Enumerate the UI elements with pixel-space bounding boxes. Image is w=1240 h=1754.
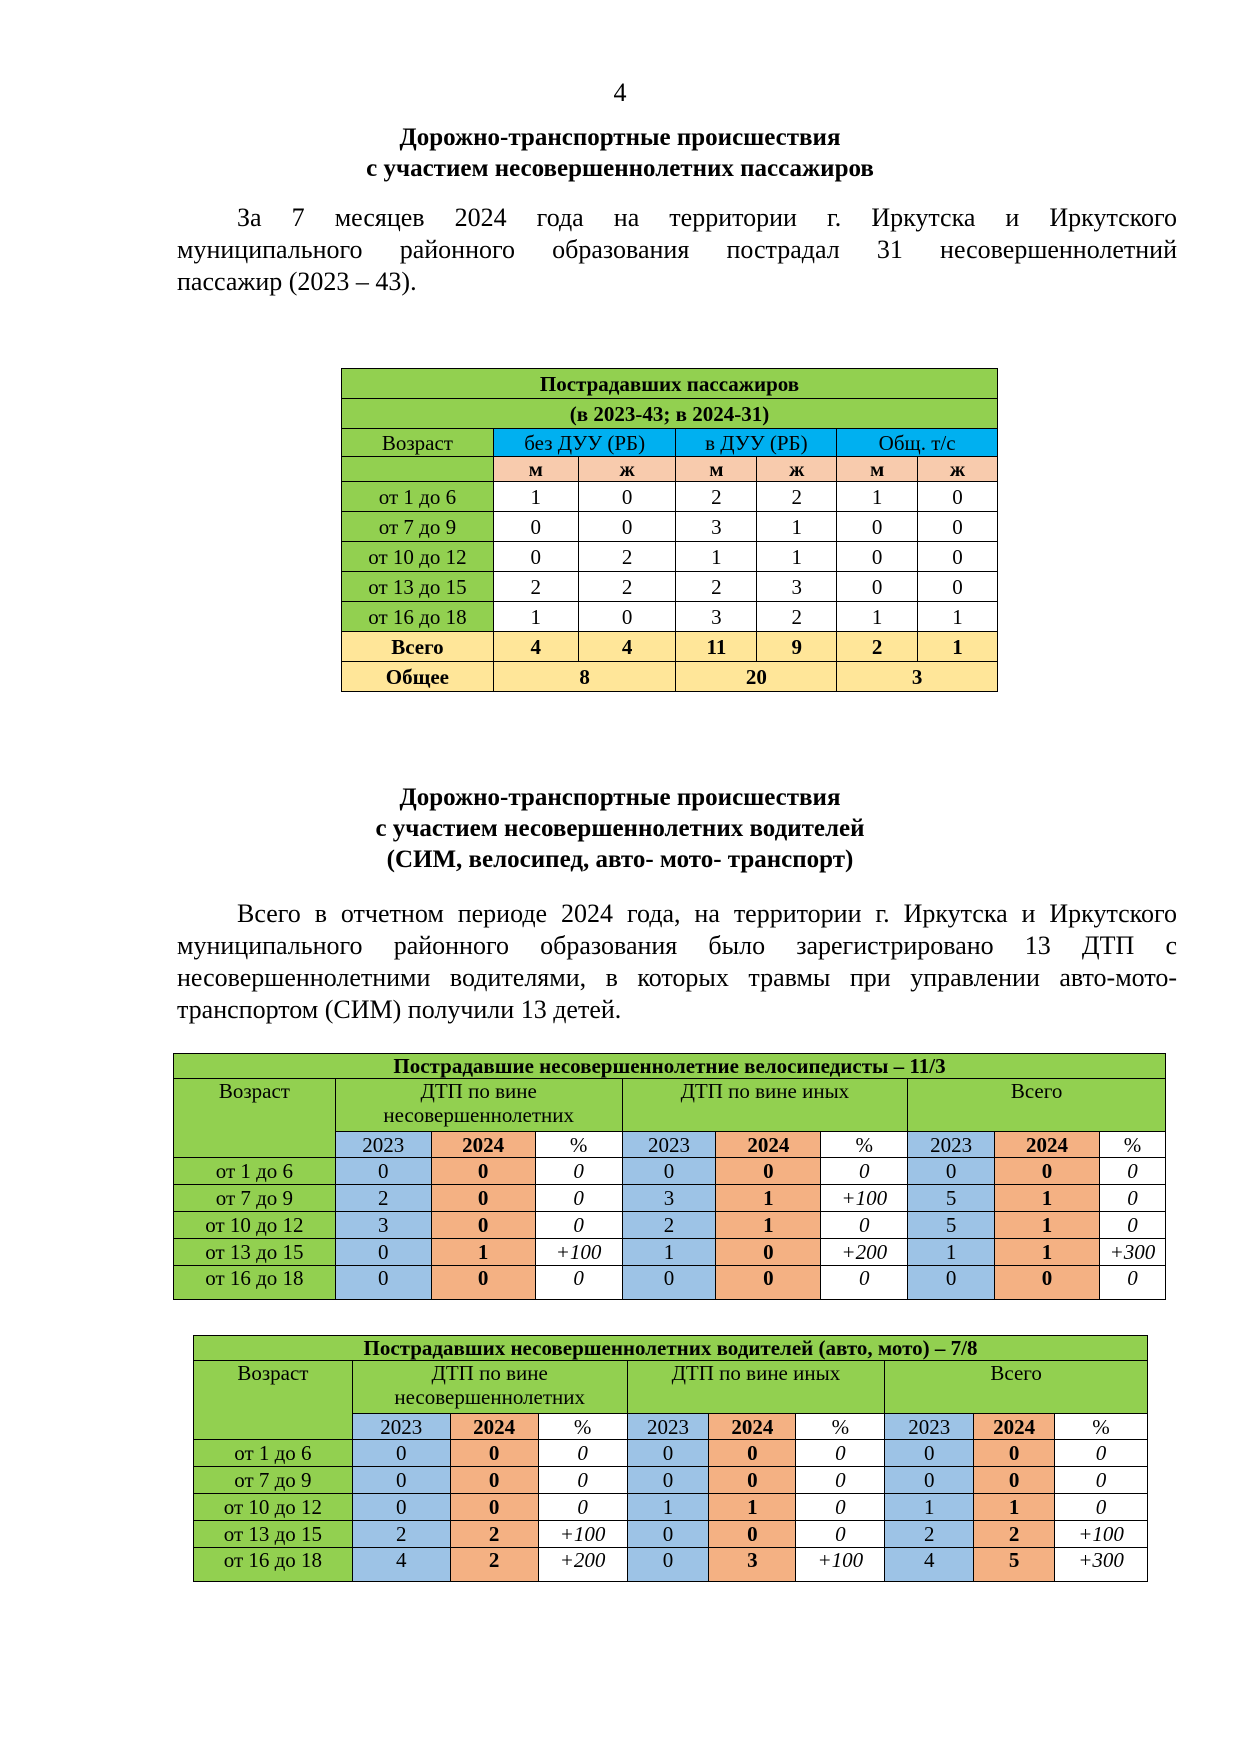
value-2023: 0 — [335, 1158, 431, 1185]
value-2023: 0 — [622, 1266, 716, 1300]
total-cell: 11 — [676, 632, 757, 662]
table-row — [342, 602, 998, 632]
value-cell: 1 — [837, 482, 918, 512]
age-cell: от 7 до 9 — [342, 512, 494, 542]
value-2023: 1 — [908, 1239, 995, 1266]
drivers-table — [193, 1335, 1148, 1582]
value-2024: 0 — [716, 1266, 821, 1300]
age-cell: от 16 до 18 — [194, 1548, 353, 1582]
value-2024: 1 — [995, 1239, 1100, 1266]
value-2023: 5 — [908, 1185, 995, 1212]
value-2023: 2 — [335, 1185, 431, 1212]
value-percent: 0 — [538, 1494, 627, 1521]
overall-label: Общее — [342, 662, 494, 692]
paragraph-line: За 7 месяцев 2024 года на территории г. Иркутска и Иркутского — [237, 203, 1177, 232]
value-2024: 0 — [709, 1467, 796, 1494]
age-cell: от 10 до 12 — [342, 542, 494, 572]
value-2024: 1 — [995, 1212, 1100, 1239]
value-2023: 0 — [908, 1266, 995, 1300]
value-2023: 0 — [352, 1440, 450, 1467]
age-header: Возраст — [194, 1361, 353, 1440]
percent-header: % — [538, 1414, 627, 1440]
value-2023: 0 — [627, 1521, 709, 1548]
total-cell: 2 — [837, 632, 918, 662]
value-cell: 1 — [918, 602, 998, 632]
value-cell: 1 — [837, 602, 918, 632]
value-2024: 0 — [995, 1266, 1100, 1300]
age-header-spacer — [342, 457, 494, 482]
total-cell: 4 — [578, 632, 676, 662]
value-percent: 0 — [821, 1158, 908, 1185]
section2-title-line2: с участием несовершеннолетних водителей — [375, 815, 865, 842]
year-header: 2023 — [352, 1414, 450, 1440]
value-2024: 0 — [716, 1158, 821, 1185]
value-2024: 1 — [716, 1212, 821, 1239]
value-2024: 2 — [450, 1548, 538, 1582]
age-header: Возраст — [174, 1079, 336, 1158]
year-header: 2024 — [974, 1414, 1055, 1440]
value-cell: 0 — [918, 542, 998, 572]
value-2023: 4 — [352, 1548, 450, 1582]
year-header: 2024 — [995, 1132, 1100, 1158]
value-2023: 0 — [627, 1548, 709, 1582]
table-row — [174, 1158, 1166, 1185]
value-2023: 3 — [335, 1212, 431, 1239]
value-percent: 0 — [1099, 1212, 1165, 1239]
sex-header: ж — [757, 457, 837, 482]
value-2024: 1 — [974, 1494, 1055, 1521]
section2-title — [0, 782, 1240, 875]
value-cell: 0 — [578, 602, 676, 632]
total-cell: 9 — [757, 632, 837, 662]
value-2024: 3 — [709, 1548, 796, 1582]
cyclists-table — [173, 1053, 1166, 1300]
year-header: 2023 — [622, 1132, 716, 1158]
age-cell: от 1 до 6 — [342, 482, 494, 512]
year-header: 2024 — [450, 1414, 538, 1440]
value-cell: 0 — [837, 572, 918, 602]
value-2024: 0 — [431, 1158, 535, 1185]
value-percent: +200 — [538, 1548, 627, 1582]
value-2024: 0 — [450, 1494, 538, 1521]
value-cell: 0 — [837, 512, 918, 542]
value-percent: 0 — [821, 1266, 908, 1300]
table-row — [194, 1440, 1148, 1467]
value-cell: 2 — [676, 482, 757, 512]
age-cell: от 16 до 18 — [342, 602, 494, 632]
table-row — [174, 1185, 1166, 1212]
value-2024: 0 — [450, 1467, 538, 1494]
value-2024: 0 — [716, 1239, 821, 1266]
value-cell: 1 — [757, 512, 837, 542]
value-cell: 2 — [578, 572, 676, 602]
age-cell: от 1 до 6 — [174, 1158, 336, 1185]
value-2023: 1 — [885, 1494, 974, 1521]
value-2023: 0 — [352, 1467, 450, 1494]
total-label: Всего — [342, 632, 494, 662]
value-percent: 0 — [535, 1212, 622, 1239]
year-header: 2023 — [335, 1132, 431, 1158]
value-percent: +300 — [1055, 1548, 1148, 1582]
value-2023: 0 — [885, 1440, 974, 1467]
table-title: Пострадавших пассажиров — [342, 369, 998, 399]
value-2024: 0 — [709, 1521, 796, 1548]
page-number: 4 — [613, 78, 627, 107]
year-header: 2024 — [431, 1132, 535, 1158]
value-2023: 0 — [352, 1494, 450, 1521]
value-percent: +100 — [821, 1185, 908, 1212]
value-2024: 0 — [450, 1440, 538, 1467]
group-header: ДТП по вине иных — [627, 1361, 885, 1414]
sex-header: ж — [578, 457, 676, 482]
value-cell: 3 — [676, 512, 757, 542]
section1-title-line1: Дорожно-транспортные происшествия — [399, 124, 841, 151]
table-title: Пострадавшие несовершеннолетние велосипедисты – 11/3 — [174, 1054, 1166, 1079]
value-2023: 0 — [335, 1239, 431, 1266]
value-2024: 0 — [974, 1440, 1055, 1467]
overall-cell: 20 — [676, 662, 837, 692]
value-2024: 2 — [450, 1521, 538, 1548]
table-row — [342, 512, 998, 542]
section2-title-line3: (СИМ, велосипед, авто- мото- транспорт) — [386, 846, 854, 873]
table-row — [194, 1467, 1148, 1494]
age-cell: от 7 до 9 — [194, 1467, 353, 1494]
value-2023: 0 — [335, 1266, 431, 1300]
age-header: Возраст — [342, 429, 494, 457]
value-cell: 0 — [918, 512, 998, 542]
section2-title-line1: Дорожно-транспортные происшествия — [399, 784, 841, 811]
total-row — [342, 632, 998, 662]
value-percent: 0 — [796, 1440, 885, 1467]
table-row — [194, 1521, 1148, 1548]
value-2024: 0 — [995, 1158, 1100, 1185]
value-percent: 0 — [538, 1440, 627, 1467]
value-2023: 4 — [885, 1548, 974, 1582]
value-cell: 0 — [493, 512, 578, 542]
overall-cell: 3 — [837, 662, 998, 692]
value-cell: 0 — [918, 482, 998, 512]
value-2023: 2 — [352, 1521, 450, 1548]
group-header: в ДУУ (РБ) — [676, 429, 837, 457]
percent-header: % — [535, 1132, 622, 1158]
year-header: 2023 — [885, 1414, 974, 1440]
group-header: ДТП по вине несовершеннолетних — [352, 1361, 627, 1414]
age-cell: от 7 до 9 — [174, 1185, 336, 1212]
overall-cell: 8 — [493, 662, 676, 692]
table-row — [174, 1212, 1166, 1239]
table-row — [342, 572, 998, 602]
group-header: Общ. т/с — [837, 429, 998, 457]
value-2024: 5 — [974, 1548, 1055, 1582]
age-cell: от 1 до 6 — [194, 1440, 353, 1467]
value-cell: 3 — [676, 602, 757, 632]
value-percent: 0 — [796, 1467, 885, 1494]
value-cell: 2 — [757, 602, 837, 632]
value-2023: 0 — [627, 1440, 709, 1467]
percent-header: % — [1055, 1414, 1148, 1440]
value-2023: 0 — [627, 1467, 709, 1494]
sex-header: м — [493, 457, 578, 482]
value-2023: 3 — [622, 1185, 716, 1212]
value-percent: +100 — [796, 1548, 885, 1582]
year-header: 2024 — [716, 1132, 821, 1158]
section1-title-line2: с участием несовершеннолетних пассажиров — [366, 155, 874, 182]
value-percent: +100 — [538, 1521, 627, 1548]
value-2024: 1 — [709, 1494, 796, 1521]
sex-header: м — [676, 457, 757, 482]
year-header: 2023 — [908, 1132, 995, 1158]
table-row — [342, 482, 998, 512]
value-cell: 0 — [837, 542, 918, 572]
age-cell: от 13 до 15 — [342, 572, 494, 602]
group-header: Всего — [885, 1361, 1148, 1414]
value-2023: 2 — [885, 1521, 974, 1548]
overall-row — [342, 662, 998, 692]
age-cell: от 16 до 18 — [174, 1266, 336, 1300]
value-2023: 1 — [627, 1494, 709, 1521]
value-2023: 0 — [622, 1158, 716, 1185]
paragraph-line: несовершеннолетними водителями, в которых травмы при управлении авто-мото- — [177, 963, 1177, 992]
value-percent: 0 — [535, 1266, 622, 1300]
value-percent: 0 — [796, 1494, 885, 1521]
value-2024: 0 — [431, 1185, 535, 1212]
value-cell: 0 — [493, 542, 578, 572]
value-percent: +300 — [1099, 1239, 1165, 1266]
value-percent: +100 — [1055, 1521, 1148, 1548]
value-cell: 2 — [578, 542, 676, 572]
section2-paragraph — [177, 898, 1177, 1026]
value-cell: 0 — [918, 572, 998, 602]
total-cell: 4 — [493, 632, 578, 662]
age-cell: от 10 до 12 — [174, 1212, 336, 1239]
value-2024: 0 — [974, 1467, 1055, 1494]
paragraph-line: муниципального районного образования пострадал 31 несовершеннолетний — [177, 235, 1177, 264]
value-cell: 0 — [578, 482, 676, 512]
percent-header: % — [1099, 1132, 1165, 1158]
value-2024: 0 — [431, 1212, 535, 1239]
value-percent: 0 — [1099, 1266, 1165, 1300]
value-percent: 0 — [535, 1158, 622, 1185]
percent-header: % — [796, 1414, 885, 1440]
value-percent: 0 — [796, 1521, 885, 1548]
value-2024: 2 — [974, 1521, 1055, 1548]
value-2024: 1 — [716, 1185, 821, 1212]
paragraph-line: муниципального районного образования было зарегистрировано 13 ДТП с — [177, 931, 1177, 960]
paragraph-line: Всего в отчетном периоде 2024 года, на территории г. Иркутска и Иркутского — [237, 899, 1177, 928]
group-header: Всего — [908, 1079, 1166, 1132]
year-header: 2024 — [709, 1414, 796, 1440]
age-cell: от 10 до 12 — [194, 1494, 353, 1521]
sex-header: ж — [918, 457, 998, 482]
value-cell: 2 — [757, 482, 837, 512]
value-2024: 0 — [431, 1266, 535, 1300]
passengers-table — [341, 368, 998, 692]
value-2023: 0 — [885, 1467, 974, 1494]
group-header: ДТП по вине иных — [622, 1079, 908, 1132]
sex-header: м — [837, 457, 918, 482]
value-2023: 0 — [908, 1158, 995, 1185]
paragraph-line: транспортом (СИМ) получили 13 детей. — [177, 995, 622, 1024]
value-2023: 1 — [622, 1239, 716, 1266]
section1-title — [0, 122, 1240, 184]
value-percent: 0 — [535, 1185, 622, 1212]
group-header: без ДУУ (РБ) — [493, 429, 676, 457]
value-percent: 0 — [1099, 1185, 1165, 1212]
table-row — [194, 1494, 1148, 1521]
table-row — [174, 1266, 1166, 1300]
table-row — [342, 542, 998, 572]
value-percent: 0 — [1055, 1494, 1148, 1521]
table-subtitle: (в 2023-43; в 2024-31) — [342, 399, 998, 429]
value-percent: +100 — [535, 1239, 622, 1266]
total-cell: 1 — [918, 632, 998, 662]
value-percent: 0 — [538, 1467, 627, 1494]
paragraph-line: пассажир (2023 – 43). — [177, 267, 417, 296]
value-2023: 2 — [622, 1212, 716, 1239]
section1-paragraph — [177, 202, 1177, 298]
value-2023: 5 — [908, 1212, 995, 1239]
value-percent: 0 — [1055, 1440, 1148, 1467]
value-cell: 2 — [493, 572, 578, 602]
value-percent: +200 — [821, 1239, 908, 1266]
group-header: ДТП по вине несовершеннолетних — [335, 1079, 622, 1132]
table-title: Пострадавших несовершеннолетних водителей (авто, мото) – 7/8 — [194, 1336, 1148, 1361]
value-2024: 1 — [431, 1239, 535, 1266]
value-cell: 2 — [676, 572, 757, 602]
value-percent: 0 — [1055, 1467, 1148, 1494]
value-percent: 0 — [1099, 1158, 1165, 1185]
value-cell: 3 — [757, 572, 837, 602]
value-2024: 1 — [995, 1185, 1100, 1212]
value-percent: 0 — [821, 1212, 908, 1239]
age-cell: от 13 до 15 — [174, 1239, 336, 1266]
value-cell: 1 — [676, 542, 757, 572]
value-cell: 1 — [493, 482, 578, 512]
table-row — [194, 1548, 1148, 1582]
value-2024: 0 — [709, 1440, 796, 1467]
table-row — [174, 1239, 1166, 1266]
age-cell: от 13 до 15 — [194, 1521, 353, 1548]
value-cell: 1 — [757, 542, 837, 572]
percent-header: % — [821, 1132, 908, 1158]
value-cell: 1 — [493, 602, 578, 632]
value-cell: 0 — [578, 512, 676, 542]
year-header: 2023 — [627, 1414, 709, 1440]
